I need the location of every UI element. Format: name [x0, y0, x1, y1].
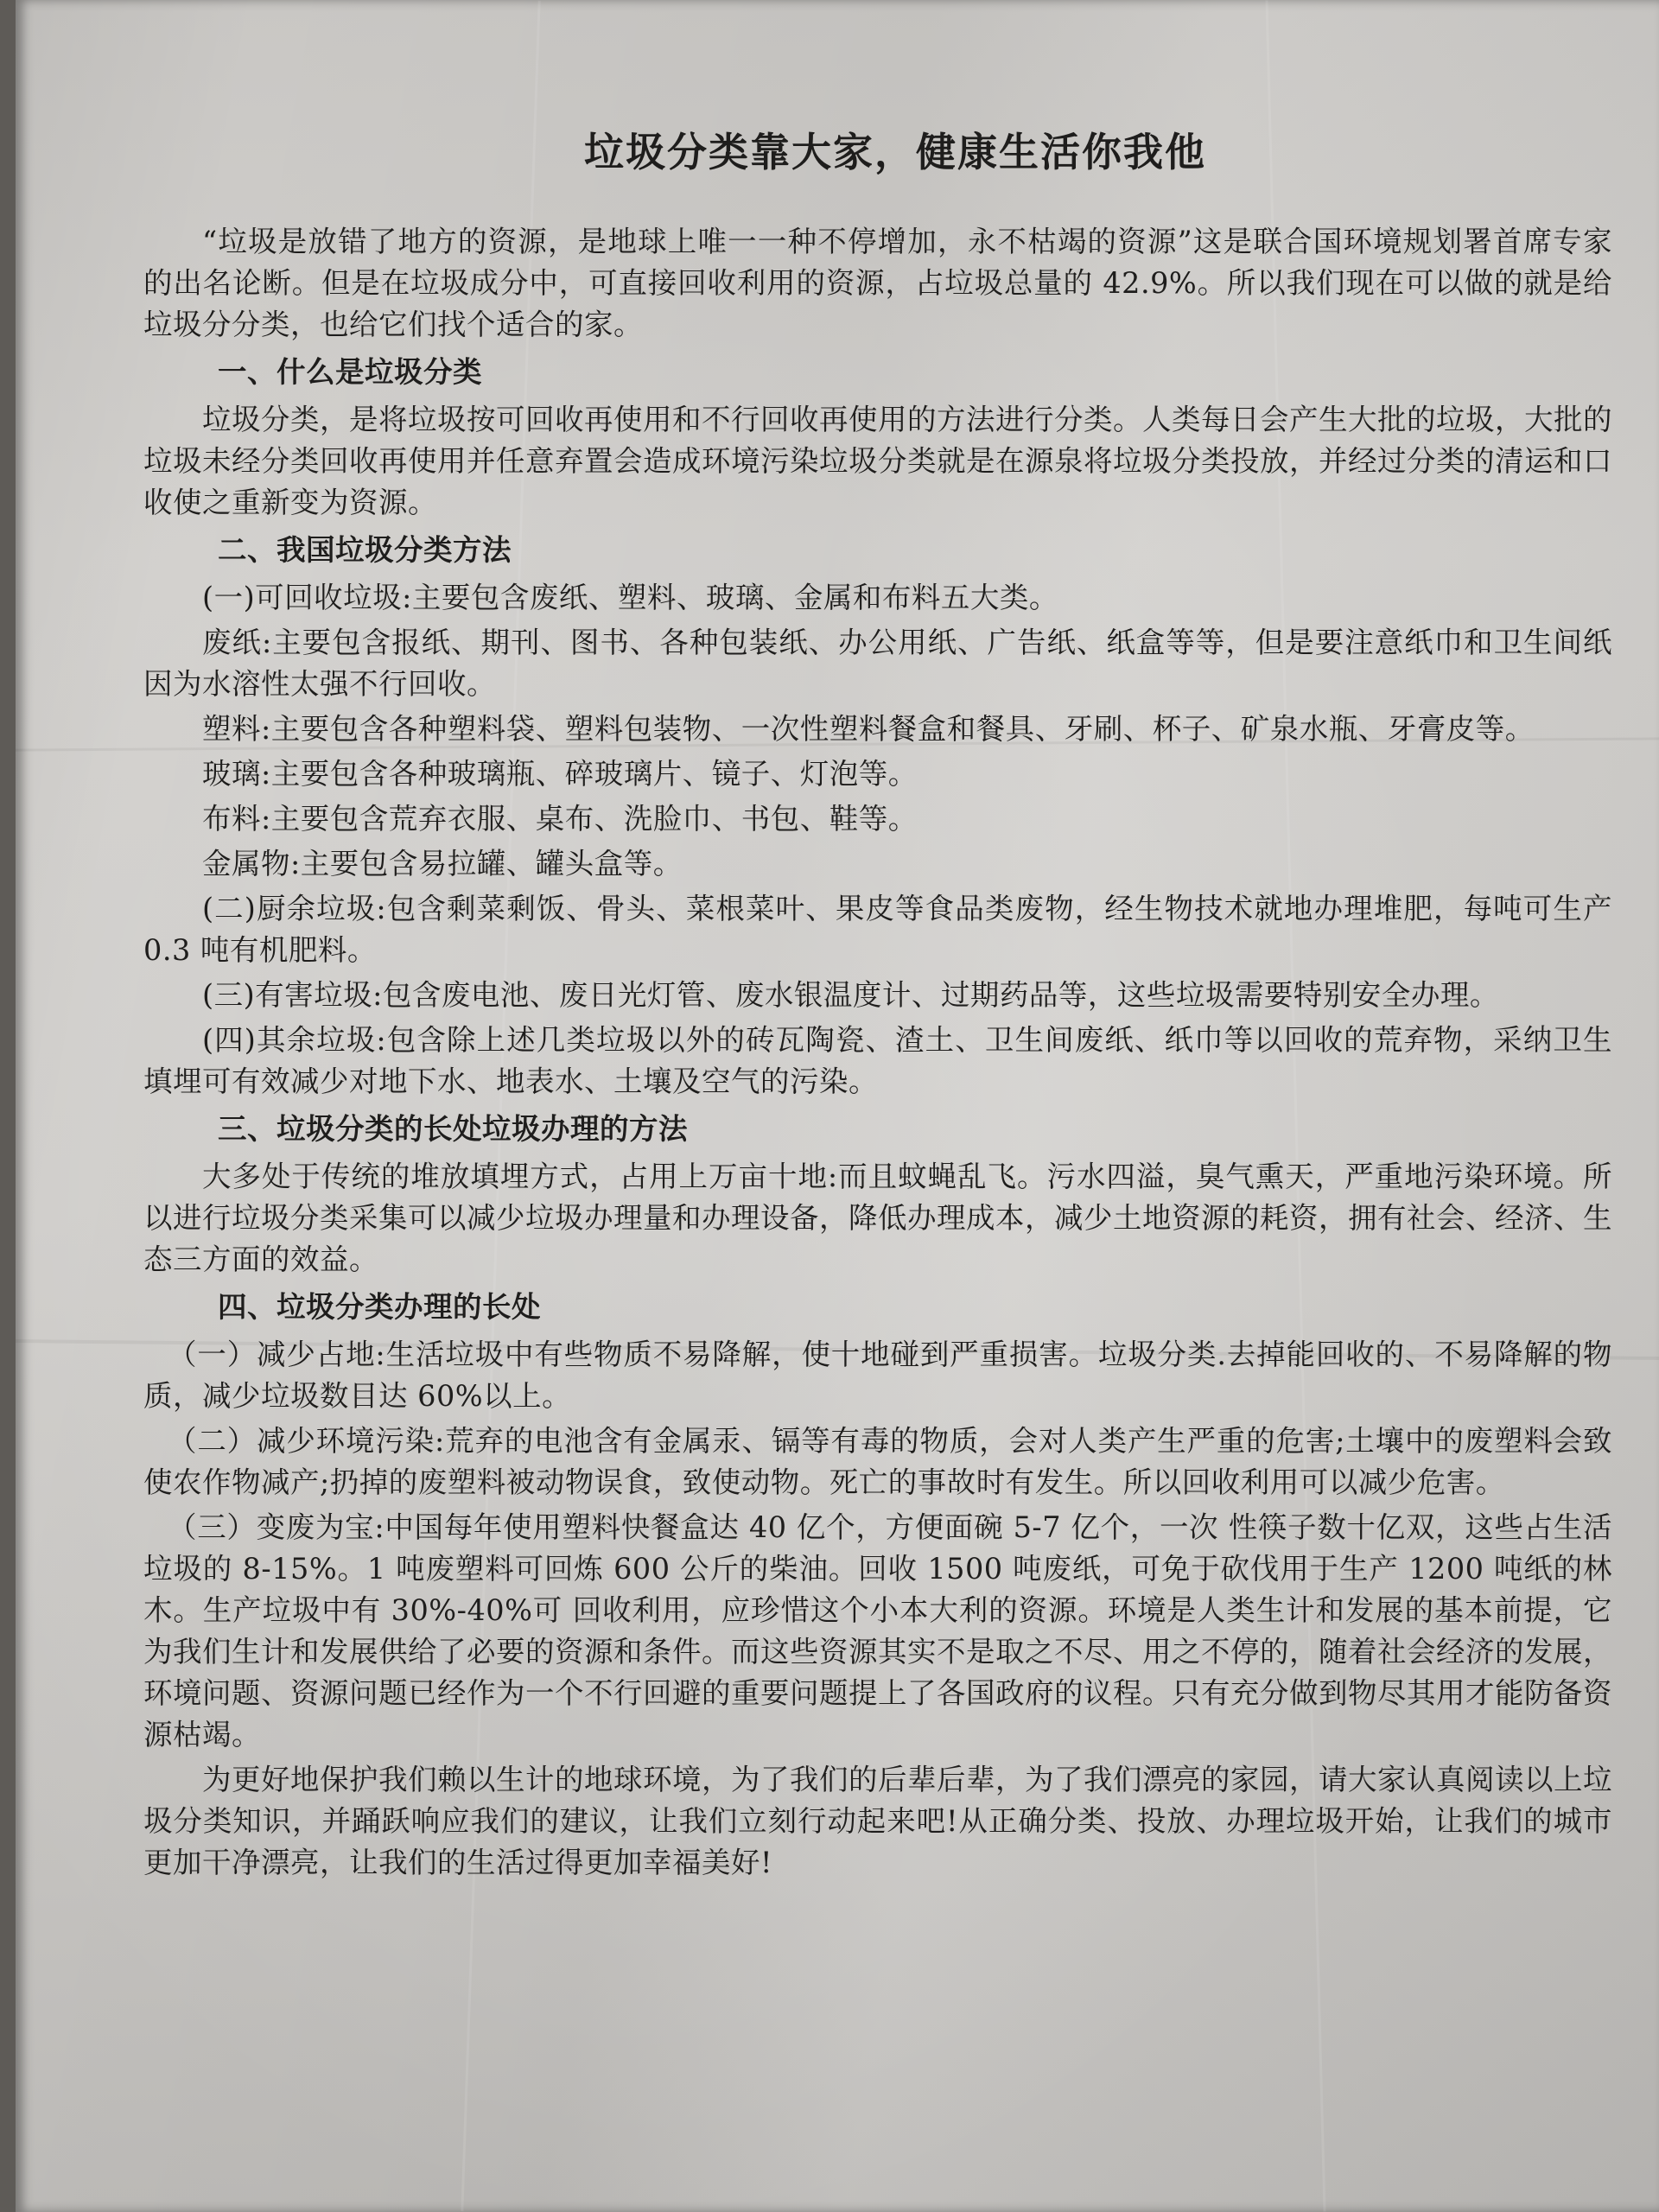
paper-sheet — [16, 0, 1659, 2212]
section-3-heading: 三、垃圾分类的长处垃圾办理的方法 — [218, 1112, 688, 1146]
section-1-body: 垃圾分类，是将垃圾按可回收再使用和不行回收再使用的方法进行分类。人类每日会产生大批的垃圾，大批的垃圾未经分类回收再使用并任意弃置会造成环境污染垃圾分类就是在源泉将垃圾分类投放，并经过分类的清运和口收使之重新变为资源。 — [143, 403, 1612, 519]
recyclable-paragraph: (一)可回收垃圾:主要包含废纸、塑料、玻璃、金属和布料五大类。 — [202, 581, 1058, 614]
intro-paragraph: “垃圾是放错了地方的资源，是地球上唯一一种不停增加，永不枯竭的资源”这是联合国环境规划署首席专家的出名论断。但是在垃圾成分中，可直接回收利用的资源，占垃圾总量的 42.9%。所以我们现在可以做的就是给垃圾分分类，也给它们找个适合的家。 — [143, 225, 1612, 341]
section-4-heading: 四、垃圾分类办理的长处 — [218, 1290, 541, 1324]
document-body — [143, 121, 1612, 1887]
plastic-paragraph: 塑料:主要包含各种塑料袋、塑料包装物、一次性塑料餐盒和餐具、牙刷、杯子、矿泉水瓶、牙膏皮等。 — [202, 712, 1535, 746]
paper-paragraph: 废纸:主要包含报纸、期刊、图书、各种包装纸、办公用纸、广告纸、纸盒等等，但是要注意纸巾和卫生间纸因为水溶性太强不行回收。 — [143, 626, 1612, 701]
benefit-item-2: （二）减少环境污染:荒弃的电池含有金属汞、镉等有毒的物质，会对人类产生严重的危害;土壤中的废塑料会致使农作物减产;扔掉的废塑料被动物误食，致使动物。死亡的事故时有发生。所以回收利用可以减少危害。 — [143, 1424, 1612, 1499]
benefit-item-3: （三）变废为宝:中国每年使用塑料快餐盒达 40 亿个，方便面碗 5-7 亿个，一次 性筷子数十亿双，这些占生活垃圾的 8-15%。1 吨废塑料可回炼 600 公斤的柴油。回收 1500 吨废纸，可免于砍伐用于生产 1200 吨纸的林木。生产垃圾中有 30%-40%可 回收利用，应珍惜这个小本大利的资源。环境是人类生计和发展的基本前提，它为我们生计和发展供给了必要的资源和条件。而这些资源其实不是取之不尽、用之不停的，随着社会经济的发展，环境问题、资源问题已经作为一个不行回避的重要问题提上了各国政府的议程。只有充分做到物尽其用才能防备资源枯竭。 — [143, 1510, 1612, 1751]
benefit-item-1: （一）减少占地:生活垃圾中有些物质不易降解，使十地碰到严重损害。垃圾分类.去掉能回收的、不易降解的物质，减少垃圾数目达 60%以上。 — [143, 1338, 1612, 1413]
other-waste-paragraph: (四)其余垃圾:包含除上述几类垃圾以外的砖瓦陶瓷、渣土、卫生间废纸、纸巾等以回收的荒弃物，采纳卫生填埋可有效减少对地下水、地表水、土壤及空气的污染。 — [143, 1023, 1612, 1098]
kitchen-waste-paragraph: (二)厨余垃圾:包含剩菜剩饭、骨头、菜根菜叶、果皮等食品类废物，经生物技术就地办理堆肥，每吨可生产 0.3 吨有机肥料。 — [143, 892, 1612, 967]
hazardous-waste-paragraph: (三)有害垃圾:包含废电池、废日光灯管、废水银温度计、过期药品等，这些垃圾需要特别安全办理。 — [202, 978, 1499, 1012]
cloth-paragraph: 布料:主要包含荒弃衣服、桌布、洗脸巾、书包、鞋等。 — [202, 802, 918, 836]
section-3-body: 大多处于传统的堆放填埋方式，占用上万亩十地:而且蚊蝇乱飞。污水四溢，臭气熏天，严重地污染环境。所以进行垃圾分类采集可以减少垃圾办理量和办理设备，降低办理成本，减少土地资源的耗资，拥有社会、经济、生态三方面的效益。 — [143, 1160, 1612, 1276]
closing-paragraph: 为更好地保护我们赖以生计的地球环境，为了我们的后辈后辈，为了我们漂亮的家园，请大家认真阅读以上垃圾分类知识，并踊跃响应我们的建议，让我们立刻行动起来吧!从正确分类、投放、办理垃圾开始，让我们的城市更加干净漂亮，让我们的生活过得更加幸福美好! — [143, 1763, 1612, 1879]
document-title: 垃圾分类靠大家，健康生活你我他 — [584, 129, 1206, 175]
glass-paragraph: 玻璃:主要包含各种玻璃瓶、碎玻璃片、镜子、灯泡等。 — [202, 757, 918, 791]
section-2-heading: 二、我国垃圾分类方法 — [218, 533, 512, 567]
metal-paragraph: 金属物:主要包含易拉罐、罐头盒等。 — [202, 847, 683, 880]
section-1-heading: 一、什么是垃圾分类 — [218, 355, 482, 389]
